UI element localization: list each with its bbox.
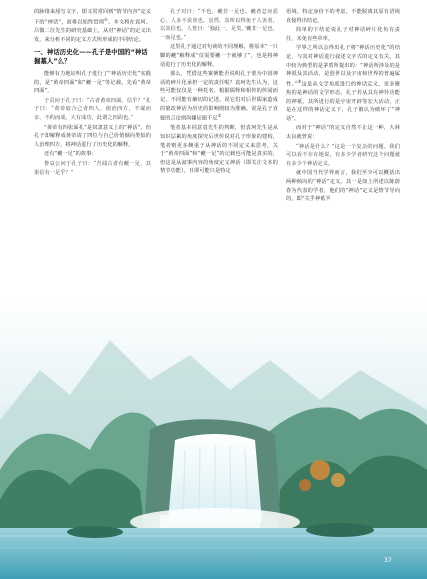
footnote-marker: ③ <box>297 79 302 85</box>
paragraph: 笔者基本同意袁先生的判断，但袁珂先生是从知识层累的角度探究后世传说对孔子形象的建构，笔者则更多侧重于从神话的不同定义来思考。关于“黄帝四面”和“夔一足”的记载也可能是真实的，但这是从叙事内容的角度定义神话（即关注文本的情节功能），且即可能只是特定 <box>160 125 278 175</box>
footnote-marker: ① <box>104 17 109 23</box>
paragraph: 还有“夔一足”的故事： <box>44 151 97 158</box>
paragraph: 简单的下结论说孔子对神话碎片化负有责任，未免有些草率。 <box>286 27 400 42</box>
text-column-2 <box>160 8 278 177</box>
paragraph: 就中国当代学界而言，我们至少可以概括出两种倾向的“神话”定义。其一是如上所述以陈蔚春为代表的学者，他们的“神话”定义是情节导向的，即“关乎神祇半 <box>286 170 400 203</box>
page-number: 37 <box>384 557 392 564</box>
quotation: 子贡问于孔子曰：“古者黄帝四面，信乎？”孔子曰：“黄帝取合己者四人，使治四方，不谋而亲，不约而成，大有成功，此谓之四面也。” <box>34 97 151 122</box>
quotation: “神话是什么？”这是一个复杂的问题。我们可以看不存在地说，有多少学者研究这个问题就有多少个神话定义。 <box>286 143 400 167</box>
footnote-marker: ② <box>217 114 222 120</box>
paragraph: 语境、特定身份下的考虑，不能脱离其原有语境直接得出结论。 <box>286 9 400 24</box>
paragraph: “黄帝有四张面孔”是奴隶意义上的“神话”，但孔子却解释成黄帝请了四位与自己价值倾向类似的人治理四方，将神话进行了历史化的解释。 <box>34 124 151 148</box>
text-column-3 <box>286 8 400 205</box>
paragraph: 的脉络来厘写文字，即又常常回到“情节内容”定义下的“神话”，而难以始终贯彻①。本文将在袁珂、吕微二位先生的研究基础上，从对“神话”的定义出发，来分析不同的定义方式所形成的不同结论。 <box>34 9 151 43</box>
section-heading: 一、神话历史化——孔子是中国的“神话掘墓人”么？ <box>34 48 148 66</box>
quotation: 孔子对曰：“不也，夔非一足也。夔者忿戾恶心，人多不说喜也。虽然，其所以得免于人害者，以其信也。人皆曰：‘独此一，足矣。’夔非一足也，一而足也。” <box>160 9 278 41</box>
text-column-1 <box>34 8 151 178</box>
paragraph: 这里孔子通过对句读的不同理解，将原本“一只脚的夔”解释成“仅需要夔一个就够了”，也是将神话进行了历史化的解释。 <box>160 44 278 68</box>
paragraph: 那么，凭借这些案例能否说明孔子要为中国神话的碎片化承担一定的责任呢？袁珂先生认为，这些可能仅仅是一种托名，根据儒释和相传的传闻而记，不同能有确切的记述。说它们对后世儒家造成的篡改神话为历史的影响则较为准确。说是孔子直接的言论则尚嫌证据不足② <box>160 71 278 122</box>
paragraph: 而对于“神话”的定义自然不止这一种，大林太良就曾说： <box>286 125 400 141</box>
paragraph: 学界之所以会得出孔子将“神话历史化”的结论，与其对神话进行叙述文字式的定义有关。其中较为典型的是茅盾所提出的：“神话所涉及的是神祇及其活动，是创世以及宇宙和世界的普遍属性。”③这是从文学角度进行的神话定义，更多聚焦的是神话的文学形态。孔子若从具有神异功能的神祇，其所进行的是宇宙开辟等宏大活动，正是在这样的神话定义下，孔子被认为破坏了“神话”。 <box>286 45 400 122</box>
quotation: 鲁哀公问于孔子曰：“吾闻古者有夔一足，其果信有一足乎？” <box>34 161 151 176</box>
paragraph: 能够有力地证明孔子进行了“神话历史化”实践的，是“黄帝四面”和“夔一足”等记载。先看“黄帝四面”。 <box>34 71 151 95</box>
waterfall-illustration <box>0 300 427 579</box>
